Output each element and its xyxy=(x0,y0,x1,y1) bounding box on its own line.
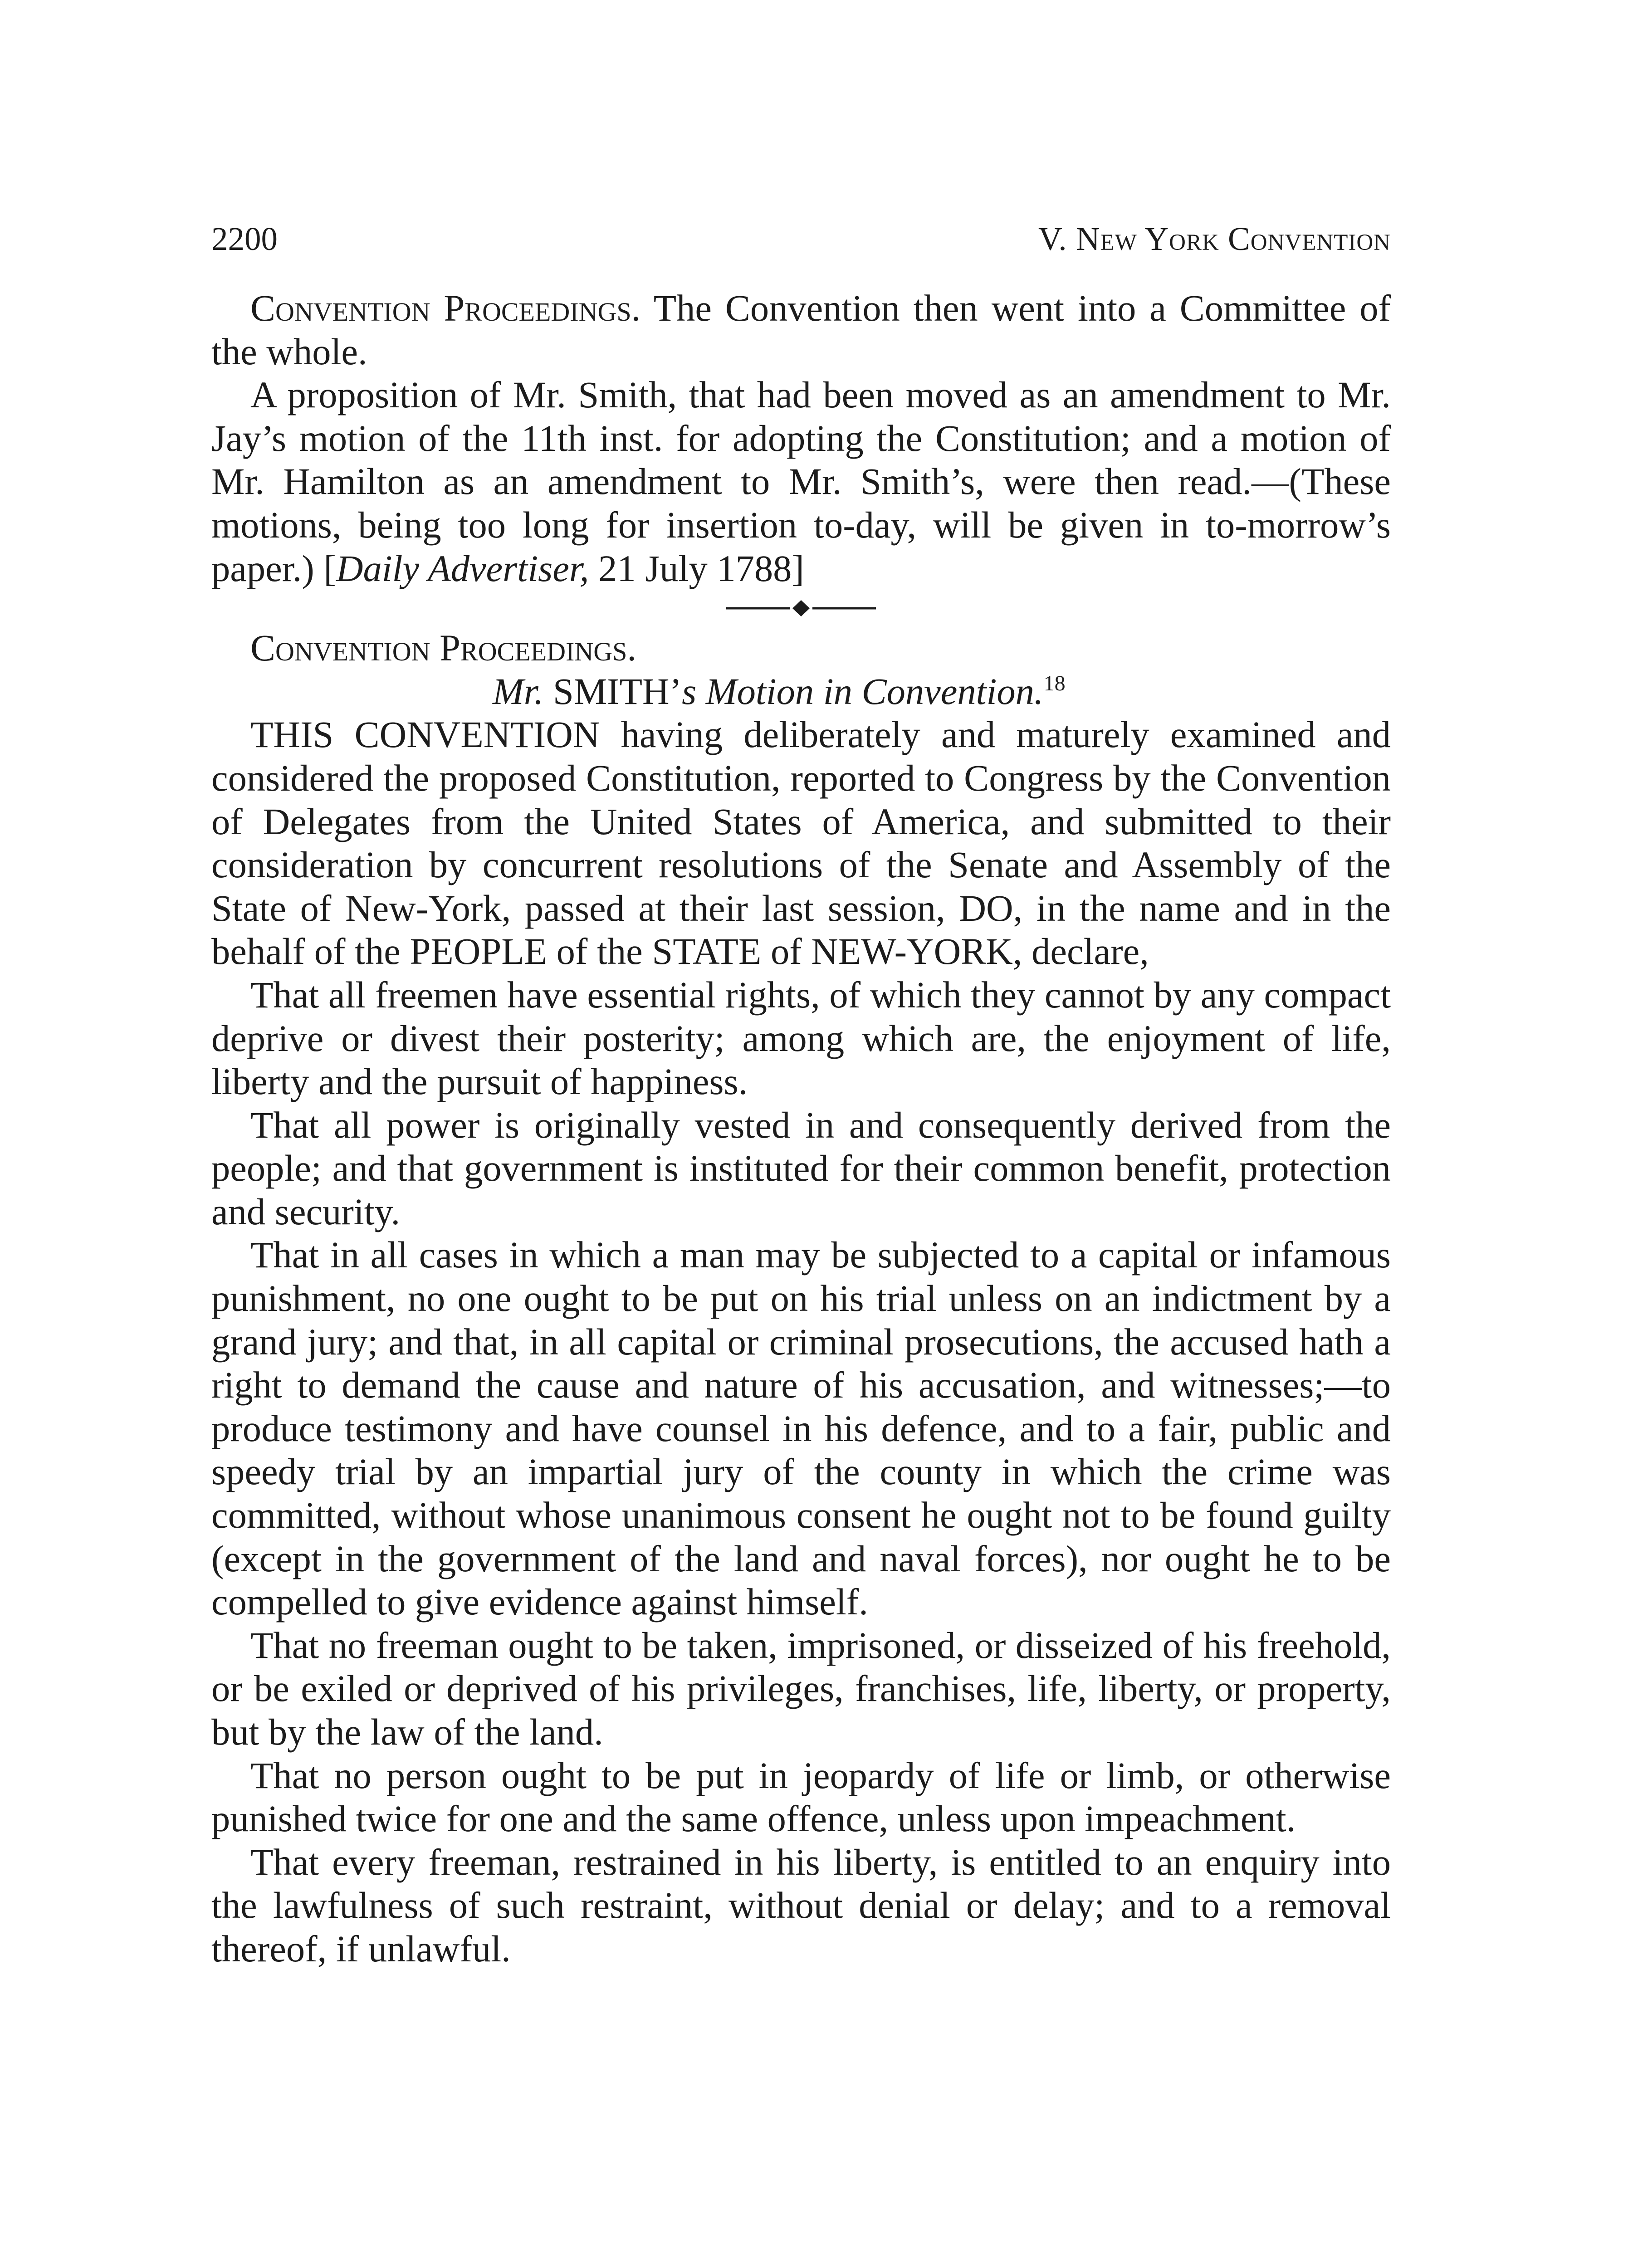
diamond-rule-icon xyxy=(211,590,1391,626)
entry-1-paragraph-2 xyxy=(211,373,1391,590)
motion-title-name: SMITH’ xyxy=(543,670,682,712)
document-page xyxy=(211,200,1391,1971)
motion-paragraph: That no person ought to be put in jeopardy of life or limb, or otherwise punished twice for one and the same offence, unless upon impeachment. xyxy=(211,1754,1391,1840)
motion-paragraph: That no freeman ought to be taken, imprisoned, or disseized of his freehold, or be exiled or deprived of his privileges, franchises, life, liberty, or property, but by the law of the land. xyxy=(211,1624,1391,1753)
entry-1-heading: Convention Proceedings. xyxy=(250,287,641,329)
motion-paragraph: That in all cases in which a man may be subjected to a capital or infamous punishment, no one ought to be put on his trial unless on an indictment by a grand jury; and that, in all capital or criminal prosecutions, the accused hath a right to demand the cause and nature of his accusation, and witnesses;—to produce testimony and have counsel in his defence, and to a fair, public and speedy trial by an impartial jury of the county in which the crime was committed, without whose unanimous consent he ought not to be found guilty (except in the government of the land and naval forces), nor ought he to be compelled to give evidence against himself. xyxy=(211,1234,1391,1623)
section-title: V. New York Convention xyxy=(1038,220,1391,257)
entry-1-body: A proposition of Mr. Smith, that had been moved as an amendment to Mr. Jay’s motion of the 11th inst. for adopting the Constitution; and a motion of Mr. Hamilton as an amendment to Mr. Smith’s, were then read.—(These motions, being too long for insertion to-day, will be given in to-morrow’s paper.) xyxy=(211,374,1391,589)
document-body xyxy=(211,287,1391,1971)
motion-title-prefix: Mr. xyxy=(493,670,544,712)
motion-paragraph: That all power is originally vested in and consequently derived from the people; and that government is instituted for their common benefit, protection and security. xyxy=(211,1104,1391,1232)
page-number: 2200 xyxy=(211,220,278,257)
motion-paragraph: That every freeman, restrained in his liberty, is entitled to an enquiry into the lawfulness of such restraint, without denial or delay; and to a removal thereof, if unlawful. xyxy=(211,1841,1391,1970)
entry-1-text: The Convention then went into a Committee of the whole. xyxy=(211,287,1391,372)
entry-2-heading-line xyxy=(211,626,1391,670)
motion-title-suffix: s Motion in Convention. xyxy=(682,670,1044,712)
source-open-bracket: [ xyxy=(323,547,336,589)
running-head xyxy=(211,200,1391,257)
motion-paragraph: That all freemen have essential rights, of which they cannot by any compact deprive or divest their posterity; among which are, the enjoyment of life, liberty and the pursuit of happiness. xyxy=(211,973,1391,1103)
source-newspaper: Daily Advertiser, xyxy=(336,547,589,589)
source-date: 21 July 1788] xyxy=(589,547,804,589)
entry-2-heading: Convention Proceedings. xyxy=(250,627,636,669)
motion-title xyxy=(211,670,1391,714)
entry-1-paragraph-1 xyxy=(211,287,1391,373)
footnote-marker: 18 xyxy=(1043,671,1066,695)
motion-paragraph: THIS CONVENTION having deliberately and maturely examined and considered the proposed Constitution, reported to Congress by the Convention of Delegates from the United States of America, and submitted to their consideration by concurrent resolutions of the Senate and Assembly of the State of New-York, passed at their last session, DO, in the name and in the behalf of the PEOPLE of the STATE of NEW-YORK, declare, xyxy=(211,714,1391,973)
